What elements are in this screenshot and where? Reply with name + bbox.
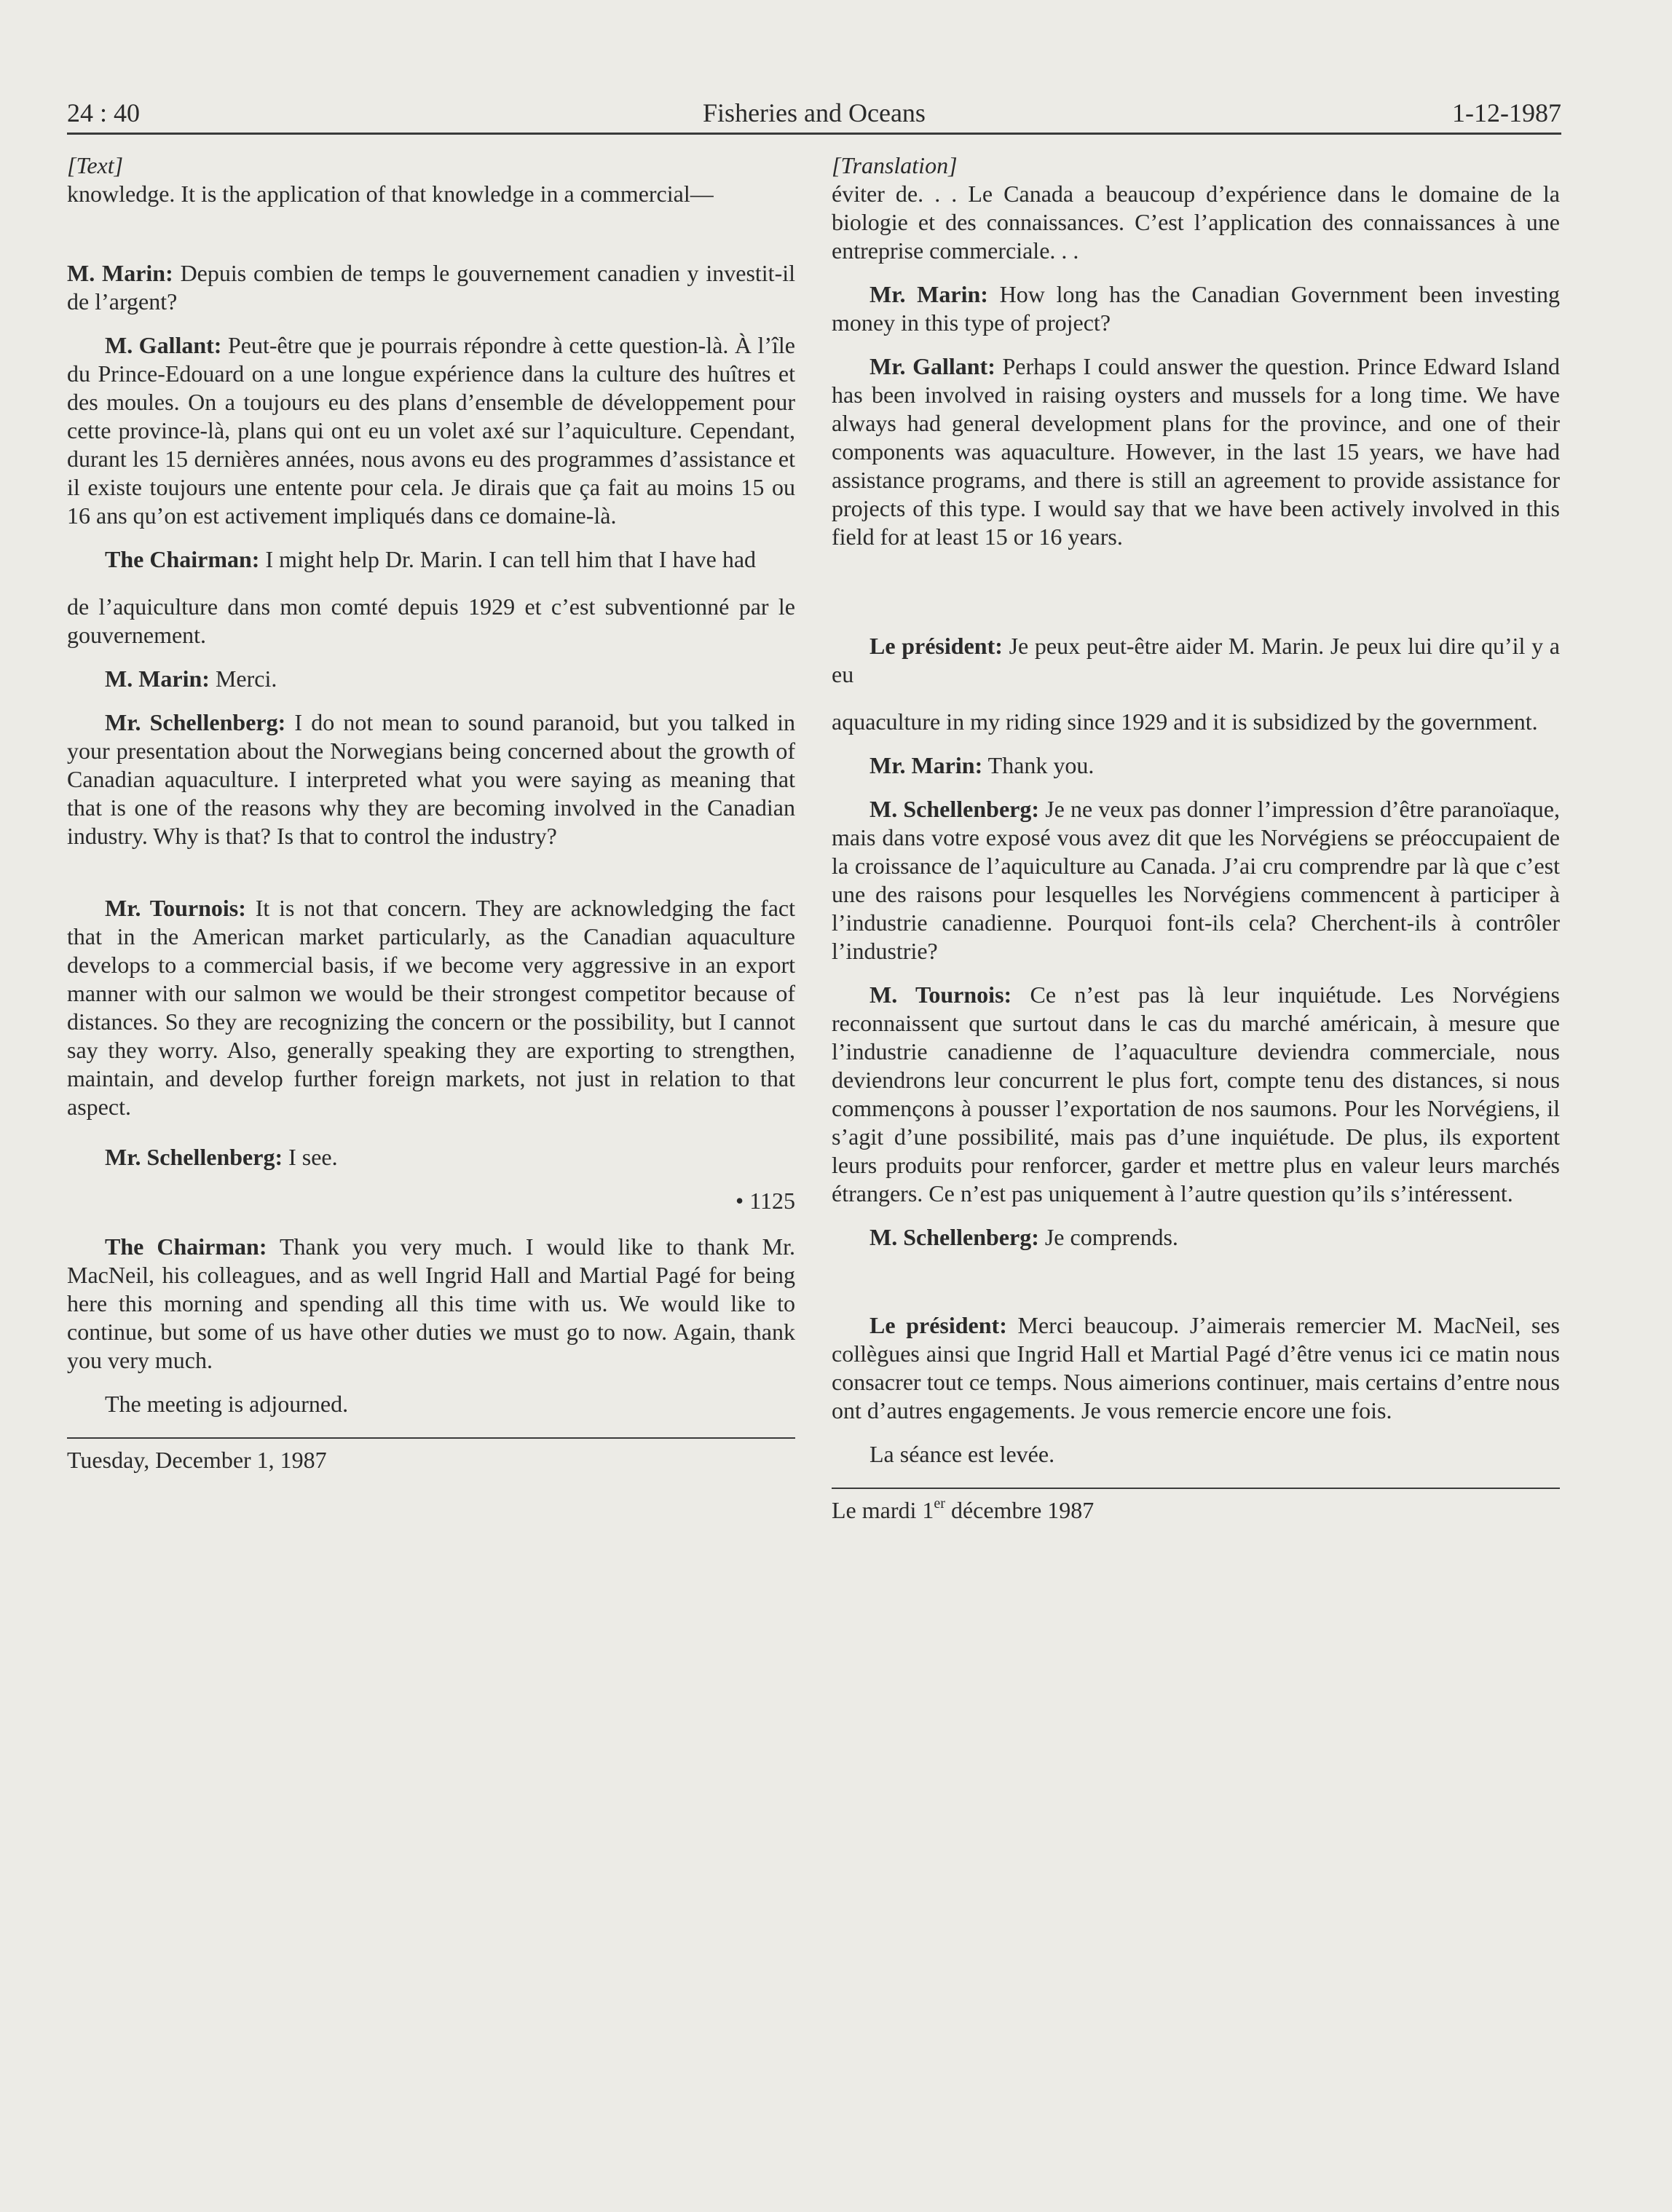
footer-rule [67,1437,795,1439]
paragraph [67,545,795,574]
footer-date: Tuesday, December 1, 1987 [67,1447,327,1473]
speech-text: How long has the Canadian Government been investing money in this type of project? [832,281,1561,336]
speaker-name: Mr. Schellenberg: [105,709,286,735]
section-label: [Text] [67,152,124,178]
speech-text: Je comprends. [1038,1224,1178,1250]
section-label: [Translation] [832,152,958,178]
speaker-name: M. Marin: [67,260,173,286]
paragraph: aquaculture in my riding since 1929 and it is subsidized by the government. [832,708,1538,735]
paragraph [832,751,1560,780]
speech-text: I see. [283,1144,338,1170]
paragraph: éviter de. . . Le Canada a beaucoup d’expérience dans le domaine de la biologie et des connaissances. C’est l’application des connaissances à une entreprise commerciale. . . [832,181,1560,264]
speaker-name: Mr. Schellenberg: [105,1144,283,1170]
speaker-name: M. Tournois: [869,981,1012,1008]
speech-text: Merci beaucoup. J’aimerais remercier M. MacNeil, ses collègues ainsi que Ingrid Hall et Martial Pagé d’être venus ici ce matin nous consacrer tout ce temps. Nous aimerions continuer, mais certains d’entre nous ont d’autres engagements. Je vous remercie encore une fois. [832,1312,1561,1423]
speaker-name: The Chairman: [105,1233,267,1260]
paragraph: La séance est levée. [869,1441,1055,1467]
speaker-name: Mr. Gallant: [869,353,995,379]
footer-date-text: Le mardi 1 [832,1497,934,1523]
speech-text: Depuis combien de temps le gouvernement canadien y investit-il de l’argent? [67,260,796,315]
paragraph [67,665,795,693]
speaker-name: The Chairman: [105,546,260,572]
paragraph [832,981,1560,1208]
speech-text: Ce n’est pas là leur inquiétude. Les Norvégiens reconnaissent que surtout dans le cas du marché américain, à mesure que l’industrie canadienne de l’aquaculture deviendra commerciale, nous deviendrons leur concurrent le plus fort, compte tenu des distances, si nous commençons à pousser l’exportation de nos saumons. Pour les Norvégiens, il s’agit d’une possibilité, mais pas d’une inquiétude. De plus, ils exportent leurs produits pour renforcer, garder et mettre plus en valeur leurs marchés étrangers. Ce n’est pas uniquement à l’autre question qu’ils s’intéressent. [832,981,1561,1206]
speaker-name: M. Gallant: [105,332,222,358]
speech-text: Perhaps I could answer the question. Prince Edward Island has been involved in raising oysters and mussels for a long time. We have always had general development plans for the province, and one of their components was aquaculture. However, in the last 15 years, we have had assistance programs, and there is still an agreement to provide assistance for projects of this type. I would say that we have been actively involved in this field for at least 15 or 16 years. [832,353,1561,550]
page-number: 24 : 40 [67,98,141,127]
paragraph [832,280,1560,337]
footer-rule [832,1488,1560,1489]
ordinal-suffix: er [934,1496,945,1512]
paragraph [67,894,795,1121]
speech-text: Thank you very much. I would like to thank Mr. MacNeil, his colleagues, and as well Ingrid Hall and Martial Pagé for being here this morning and spending all this time with us. We would like to continue, but some of us have other duties we must go to now. Again, thank you very much. [67,1233,796,1373]
paragraph [832,1223,1560,1252]
paragraph: The meeting is adjourned. [105,1391,349,1417]
page-header [67,93,1561,135]
paragraph [832,795,1560,965]
paragraph [832,352,1560,551]
speech-text: Je ne veux pas donner l’impression d’être paranoïaque, mais dans votre exposé vous avez dit que les Norvégiens se préoccupaient de la croissance de l’aquiculture au Canada. J’ai cru comprendre par là que c’est une des raisons pour lesquelles les Norvégiens commencent à participer à l’industrie canadienne. Pourquoi font-ils cela? Cherchent-ils à contrôler l’industrie? [832,796,1561,964]
running-title: Fisheries and Oceans [703,98,926,127]
english-column [67,151,795,1474]
paragraph [67,708,795,850]
speaker-name: M. Schellenberg: [869,1224,1039,1250]
paragraph [832,632,1560,689]
paragraph [67,1143,795,1172]
paragraph [67,259,795,316]
speech-text: Je peux peut-être aider M. Marin. Je peux lui dire qu’il y a eu [832,633,1561,687]
speech-text: I might help Dr. Marin. I can tell him that I have had [259,546,757,572]
footer-date [832,1496,1560,1525]
french-column [832,151,1560,1525]
time-marker: • 1125 [735,1188,795,1214]
speech-text: Thank you. [982,752,1095,778]
speech-text: It is not that concern. They are acknowledging the fact that in the American market particularly, as the Canadian aquaculture develops to a commercial basis, if we become very aggressive in an export manner with our salmon we would be their strongest competitor because of distances. So they are recognizing the concern or the possibility, but I cannot say they worry. Also, generally speaking they are exporting to strengthen, maintain, and develop further foreign markets, not just in relation to that aspect. [67,895,796,1120]
paragraph: knowledge. It is the application of that knowledge in a commercial— [67,181,714,207]
speech-text: I do not mean to sound paranoid, but you talked in your presentation about the Norwegians being concerned about the growth of Canadian aquaculture. I interpreted what you were saying as meaning that that is one of the reasons why they are becoming involved in the Canadian industry. Why is that? Is that to control the industry? [67,709,796,849]
paragraph [67,1233,795,1375]
speaker-name: Mr. Marin: [869,281,988,307]
speaker-name: Le président: [869,1312,1007,1338]
speaker-name: Mr. Tournois: [105,895,246,921]
speech-text: Peut-être que je pourrais répondre à cette question-là. À l’île du Prince-Edouard on a une longue expérience dans la culture des huîtres et des moules. On a toujours eu des plans d’ensemble de développement pour cette province-là, plans qui ont eu un volet axé sur l’aquiculture. Cependant, durant les 15 dernières années, nous avons eu des programmes d’assistance et il existe toujours une entente pour cela. Je dirais que ça fait au moins 15 ou 16 ans qu’on est activement impliqués dans ce domaine-là. [67,332,796,529]
paragraph [67,331,795,530]
footer-date-text: décembre 1987 [945,1497,1095,1523]
speaker-name: M. Marin: [105,665,210,692]
paragraph: de l’aquiculture dans mon comté depuis 1929 et c’est subventionné par le gouvernement. [67,593,795,648]
speaker-name: Mr. Marin: [869,752,983,778]
header-date: 1-12-1987 [1452,98,1561,127]
paragraph [832,1311,1560,1425]
speech-text: Merci. [209,665,277,692]
speaker-name: M. Schellenberg: [869,796,1040,822]
speaker-name: Le président: [869,633,1003,659]
